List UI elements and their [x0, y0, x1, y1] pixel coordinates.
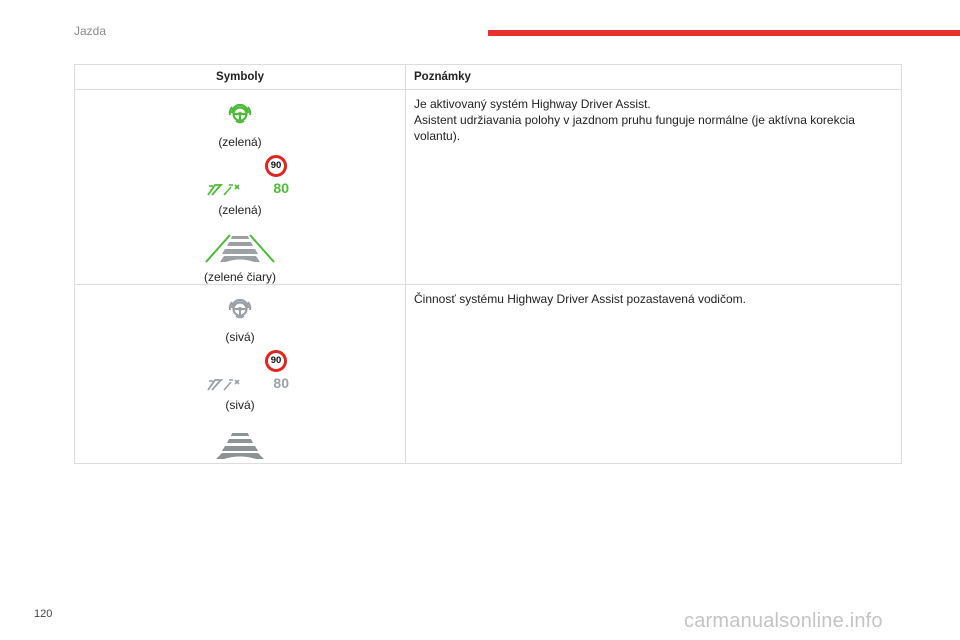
note-text: Je aktivovaný systém Highway Driver Assist. [414, 97, 651, 111]
speed-indicator [185, 350, 295, 396]
symbols-table [74, 64, 902, 464]
lane-keeping-icon [207, 376, 241, 395]
notes-cell-paused [406, 285, 902, 464]
table-row-paused [75, 285, 902, 464]
notes-cell-active [406, 90, 902, 285]
header-notes: Poznámky [406, 65, 902, 90]
set-speed-value: 80 [273, 375, 289, 391]
caption-speed: (zelená) [218, 203, 262, 217]
note-text: Činnosť systému Highway Driver Assist pozastavená vodičom. [414, 292, 746, 306]
table-header-row [75, 65, 902, 90]
watermark: carmanualsonline.info [684, 610, 883, 632]
lane-keeping-icon [207, 181, 241, 200]
caption-lane-lines: (zelené čiary) [203, 270, 277, 284]
speed-indicator [185, 155, 295, 201]
speed-limit-sign: 90 [265, 155, 287, 177]
header-symbols: Symboly [75, 65, 406, 90]
lane-lines-icon [214, 430, 266, 463]
note-text: Asistent udržiavania polohy v jazdnom pruhu funguje normálne (je aktívna korekcia volantu). [414, 113, 855, 143]
symbols-cell-paused [75, 285, 406, 464]
caption-steering: (sivá) [225, 330, 255, 344]
steering-wheel-icon [227, 298, 253, 320]
symbols-cell-active [75, 90, 406, 285]
caption-steering: (zelená) [218, 135, 262, 149]
caption-speed: (sivá) [225, 398, 255, 412]
steering-wheel-icon [227, 103, 253, 125]
set-speed-value: 80 [273, 180, 289, 196]
header-accent-bar [488, 30, 960, 36]
section-title: Jazda [74, 24, 107, 38]
page-number: 120 [34, 608, 53, 620]
table-row-active [75, 90, 902, 285]
lane-lines-icon [204, 233, 276, 266]
speed-limit-sign: 90 [265, 350, 287, 372]
